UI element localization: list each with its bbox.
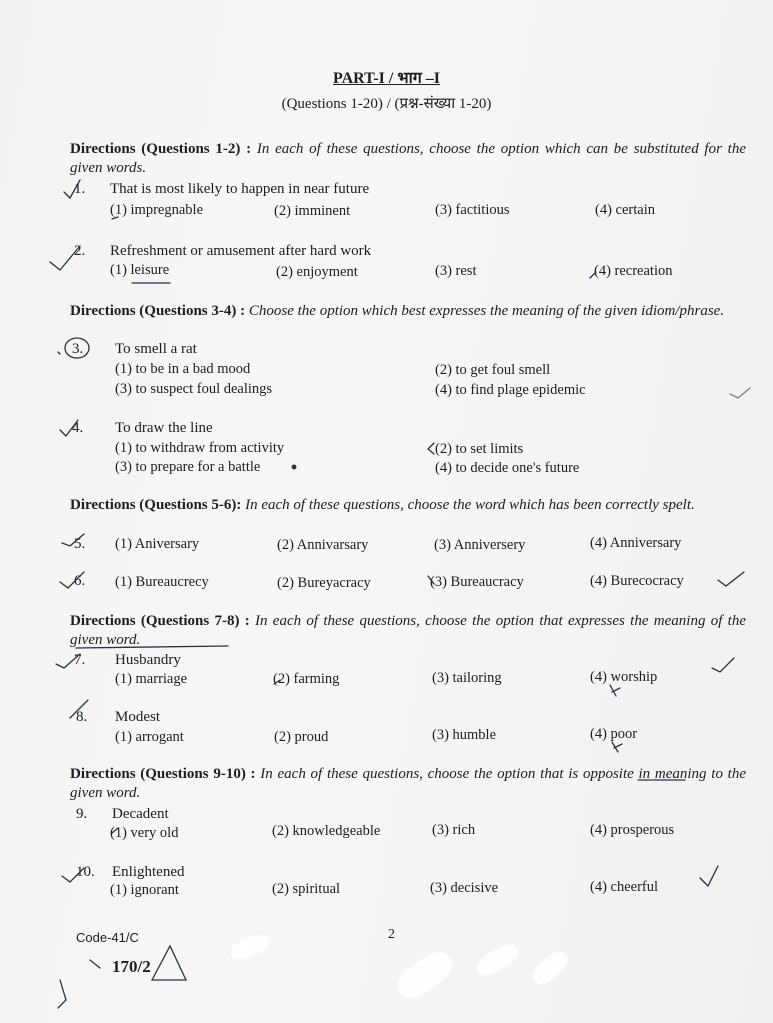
question-number: 7. — [74, 652, 86, 668]
option-3: (3) rich — [432, 822, 476, 838]
option-1: (1) ignorant — [110, 882, 179, 898]
directions-text: In each of these questions, choose the option that expresses the meaning of the given word. — [70, 613, 747, 648]
booklet-stamp: 170/2 — [112, 957, 151, 976]
directions-heading: Directions (Questions 5-6): — [70, 497, 242, 513]
question-number: 3. — [72, 341, 84, 357]
option-4: (4) recreation — [594, 263, 673, 279]
option-1: (1) very old — [110, 825, 179, 841]
option-2: (2) spiritual — [272, 881, 341, 897]
option-1: (1) Aniversary — [115, 536, 200, 552]
question-text: Husbandry — [115, 652, 181, 668]
directions-heading: Directions (Questions 3-4) : — [70, 303, 246, 319]
option-1: (1) arrogant — [115, 729, 184, 745]
option-4: (4) worship — [590, 669, 658, 685]
option-3: (3) decisive — [430, 880, 499, 896]
option-4: (4) prosperous — [590, 822, 675, 838]
question-number: 9. — [76, 806, 88, 822]
question-text: To smell a rat — [115, 341, 197, 357]
option-3: (3) humble — [432, 727, 497, 743]
option-2: (2) farming — [273, 671, 340, 687]
option-1: (1) to be in a bad mood — [115, 361, 251, 377]
option-1: (1) marriage — [115, 671, 188, 687]
option-3: (3) factitious — [435, 202, 510, 218]
directions-text: In each of these questions, choose the option that is opposite in meaning to the given word. — [70, 766, 746, 801]
directions-heading: Directions (Questions 7-8) : — [70, 613, 250, 629]
directions-heading: Directions (Questions 9-10) : — [70, 766, 256, 782]
questions-range: (Questions 1-20) / (प्रश्न-संख्या 1-20) — [281, 96, 492, 112]
question-text: Modest — [115, 709, 160, 725]
question-text: Decadent — [112, 806, 169, 822]
part-title: PART-I / भाग –I — [333, 70, 440, 87]
option-2: (2) proud — [274, 729, 329, 745]
question-text: To draw the line — [115, 420, 213, 436]
question-number: 2. — [74, 243, 86, 259]
option-2: (2) imminent — [274, 203, 351, 219]
option-1: (1) Bureaucrecy — [115, 574, 209, 590]
question-text: Refreshment or amusement after hard work — [110, 243, 372, 259]
tick-mark — [50, 246, 80, 270]
question-number: 1. — [74, 181, 86, 197]
option-2: (2) knowledgeable — [272, 823, 381, 839]
option-4: (4) poor — [590, 726, 638, 742]
option-2: (2) Bureyacracy — [277, 575, 371, 591]
option-4: (4) Burecocracy — [590, 573, 684, 589]
question-number: 10. — [76, 864, 95, 880]
option-3: (3) Anniversery — [434, 537, 526, 553]
directions-text: In each of these questions, choose the option which can be substituted for the given words. — [70, 141, 747, 176]
option-1: (1) impregnable — [110, 202, 204, 218]
page-number: 2 — [388, 927, 395, 942]
option-4: (4) Anniversary — [590, 535, 682, 551]
tick-mark — [62, 534, 84, 546]
option-3: (3) to suspect foul dealings — [115, 381, 273, 397]
question-text: That is most likely to happen in near future — [110, 181, 370, 197]
question-number: 4. — [72, 420, 84, 436]
question-number: 6. — [74, 573, 86, 589]
tick-mark — [64, 180, 80, 198]
option-3: (3) tailoring — [432, 670, 502, 686]
option-3: (3) Bureaucracy — [430, 574, 524, 590]
option-2: (2) Annivarsary — [277, 537, 369, 553]
tick-mark — [56, 654, 80, 668]
option-4: (4) cheerful — [590, 879, 659, 895]
option-2: (2) to get foul smell — [435, 362, 551, 378]
option-1: (1) to withdraw from activity — [115, 440, 285, 456]
circle-mark — [65, 338, 89, 358]
tick-mark — [60, 420, 78, 436]
directions-text: In each of these questions, choose the word which has been correctly spelt. — [245, 497, 695, 513]
tick-mark — [60, 572, 84, 588]
paper-code: Code-41/C — [76, 930, 139, 945]
directions-text: Choose the option which best expresses the meaning of the given idiom/phrase. — [248, 303, 725, 319]
option-2: (2) to set limits — [435, 441, 524, 457]
question-number: 8. — [76, 709, 88, 725]
question-number: 5. — [74, 536, 86, 552]
option-2: (2) enjoyment — [276, 264, 358, 280]
directions-heading: Directions (Questions 1-2) : — [70, 141, 252, 157]
option-3: (3) rest — [435, 263, 477, 279]
question-text: Enlightened — [112, 864, 185, 880]
option-4: (4) to find plage epidemic — [435, 382, 586, 398]
option-4: (4) to decide one's future — [435, 460, 580, 476]
option-3: (3) to prepare for a battle — [115, 459, 261, 475]
option-1: (1) leisure — [110, 262, 170, 278]
option-4: (4) certain — [595, 202, 655, 218]
